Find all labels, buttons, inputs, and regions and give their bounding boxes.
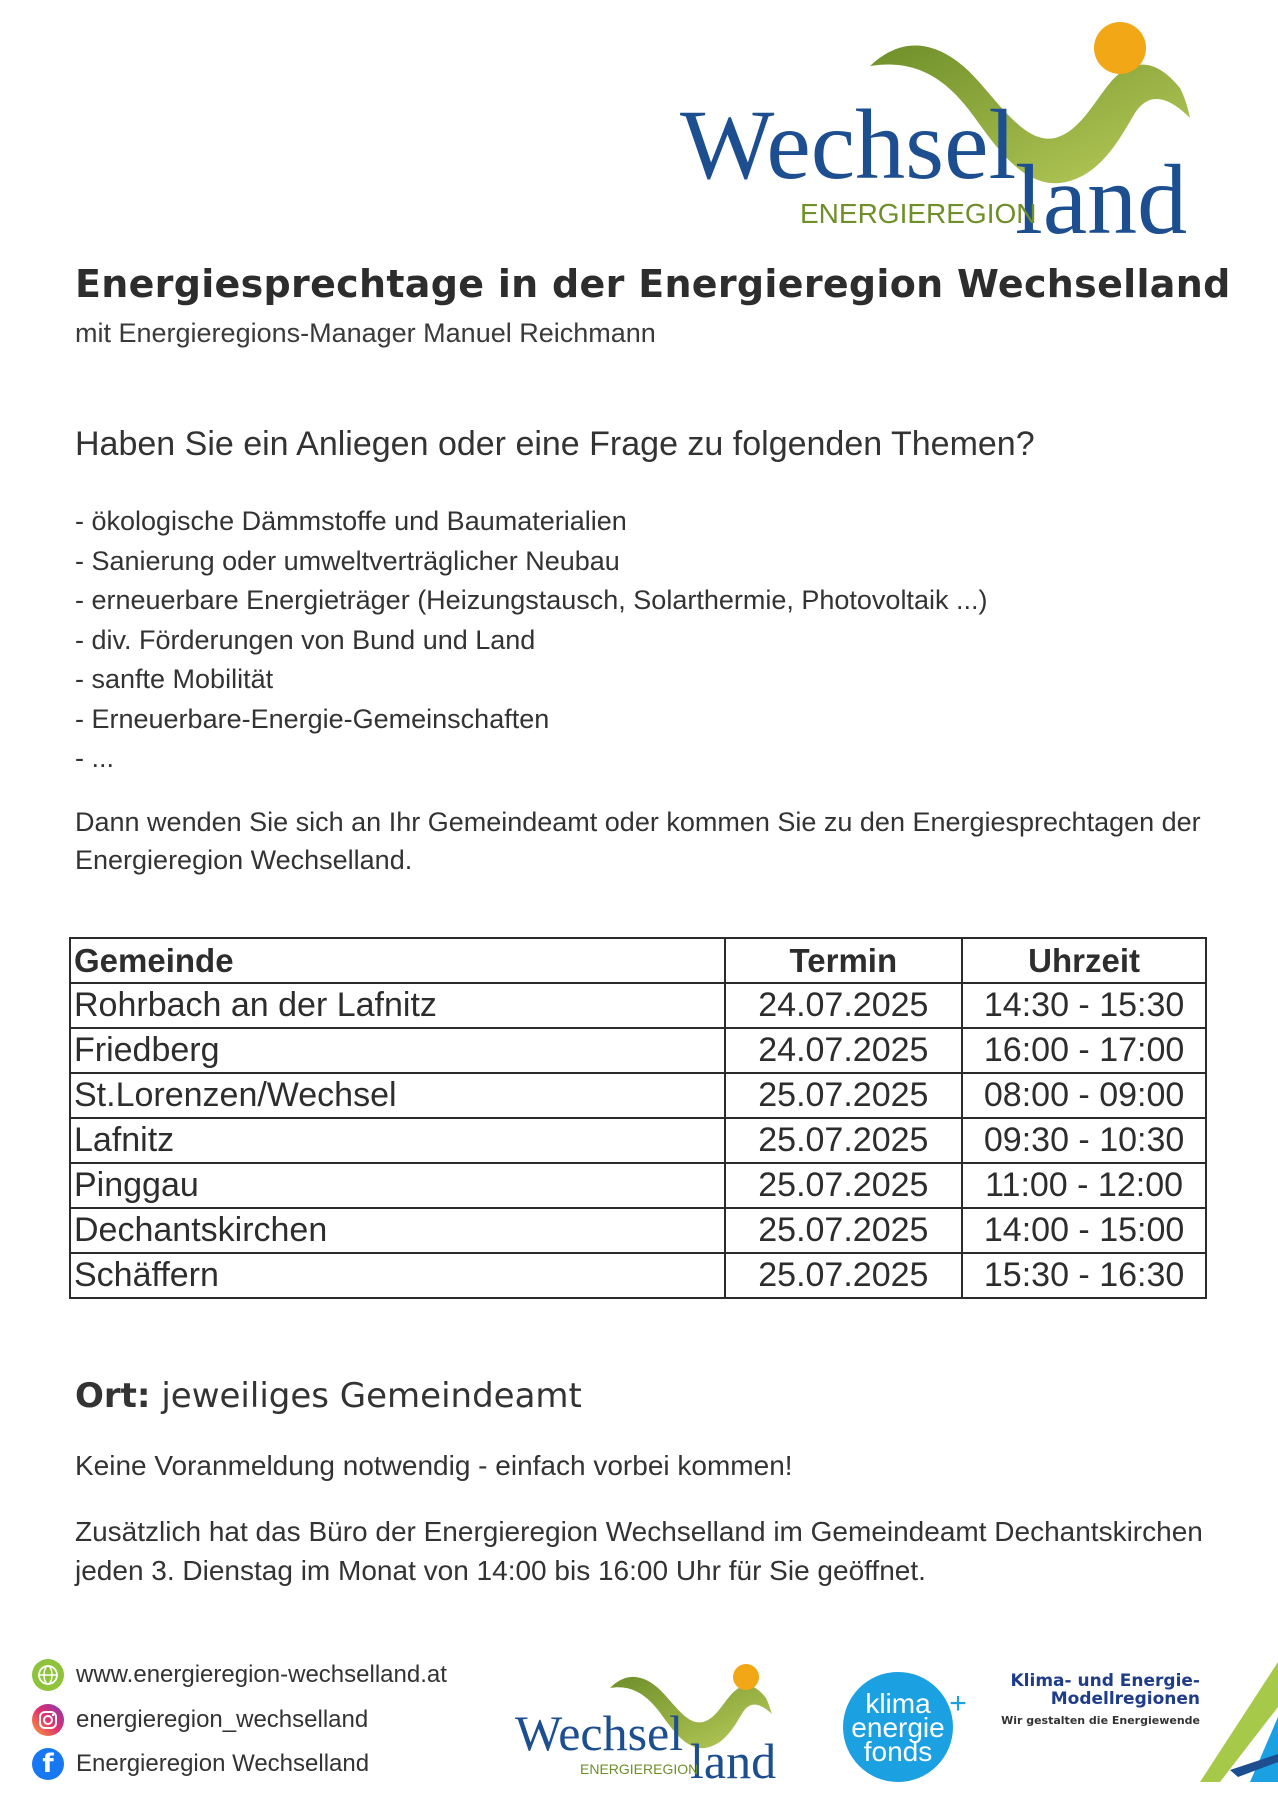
- instagram-link[interactable]: [32, 1702, 368, 1738]
- kem-line2: Modellregionen: [1050, 1689, 1200, 1709]
- klima-energie-fonds-logo: [840, 1665, 975, 1785]
- sun-icon: [733, 1664, 759, 1690]
- table-row: [70, 1163, 1206, 1208]
- page-subtitle: mit Energieregions-Manager Manuel Reichmann: [75, 318, 656, 348]
- cell-termin: 25.07.2025: [725, 1208, 963, 1253]
- column-header-termin: Termin: [725, 938, 963, 983]
- table-row: [70, 1028, 1206, 1073]
- fonds-line2: energie: [851, 1712, 945, 1743]
- list-item: - div. Förderungen von Bund und Land: [75, 624, 536, 655]
- cell-gemeinde: St.Lorenzen/Wechsel: [70, 1073, 725, 1118]
- cell-uhrzeit: 15:30 - 16:30: [962, 1253, 1206, 1298]
- cell-termin: 24.07.2025: [725, 1028, 963, 1073]
- cell-termin: 25.07.2025: [725, 1073, 963, 1118]
- wechselland-logo: [680, 18, 1250, 243]
- cell-gemeinde: Dechantskirchen: [70, 1208, 725, 1253]
- location-label: Ort:: [75, 1376, 151, 1416]
- column-header-gemeinde: Gemeinde: [70, 938, 725, 983]
- cell-gemeinde: Lafnitz: [70, 1118, 725, 1163]
- corner-stripes-decoration: [1200, 1662, 1278, 1782]
- list-item: - ökologische Dämmstoffe und Baumaterialien: [75, 506, 627, 536]
- logo-wordmark: Wechsel: [515, 1705, 684, 1761]
- cell-uhrzeit: 16:00 - 17:00: [962, 1028, 1206, 1073]
- cell-termin: 25.07.2025: [725, 1253, 963, 1298]
- cell-gemeinde: Pinggau: [70, 1163, 725, 1208]
- wechselland-logo-small: [510, 1660, 815, 1785]
- fonds-line3: fonds: [863, 1736, 933, 1767]
- table-row: [70, 1253, 1206, 1298]
- topics-list: [75, 502, 987, 779]
- kem-logo: [1000, 1672, 1200, 1727]
- logo-wordmark-tail: land: [1015, 144, 1188, 243]
- list-item: - sanfte Mobilität: [75, 664, 274, 694]
- office-hours-paragraph: Zusätzlich hat das Büro der Energieregion Wechselland im Gemeindeamt Dechantskirchen jeden 3. Dienstag im Monat von 14:00 bis 16:00 Uhr für Sie geöffnet.: [75, 1516, 1203, 1586]
- globe-icon: [32, 1659, 64, 1691]
- list-item: - ...: [75, 743, 114, 773]
- cell-gemeinde: Friedberg: [70, 1028, 725, 1073]
- kem-line1: Klima- und Energie-: [1010, 1671, 1200, 1691]
- website-text: www.energieregion-wechselland.at: [76, 1661, 447, 1688]
- website-link[interactable]: [32, 1657, 447, 1693]
- table-row: [70, 1118, 1206, 1163]
- cell-uhrzeit: 14:00 - 15:00: [962, 1208, 1206, 1253]
- logo-subtitle: ENERGIEREGION: [800, 198, 1037, 229]
- location-line: [75, 1376, 582, 1416]
- cell-termin: 25.07.2025: [725, 1118, 963, 1163]
- cell-gemeinde: Schäffern: [70, 1253, 725, 1298]
- column-header-uhrzeit: Uhrzeit: [962, 938, 1206, 983]
- fonds-line1: klima: [865, 1688, 931, 1719]
- instagram-icon: [32, 1704, 64, 1736]
- cell-gemeinde: Rohrbach an der Lafnitz: [70, 983, 725, 1028]
- list-item: - Sanierung oder umweltverträglicher Neubau: [75, 545, 620, 576]
- logo-wordmark-tail: land: [690, 1733, 777, 1785]
- table-row: [70, 983, 1206, 1028]
- intro-paragraph: Dann wenden Sie sich an Ihr Gemeindeamt oder kommen Sie zu den Energiesprechtagen der Energieregion Wechselland.: [75, 807, 1201, 875]
- table-row: [70, 1073, 1206, 1118]
- list-item: - erneuerbare Energieträger (Heizungstausch, Solarthermie, Photovoltaik ...): [75, 585, 988, 615]
- cell-uhrzeit: 11:00 - 12:00: [962, 1163, 1206, 1208]
- cell-termin: 25.07.2025: [725, 1163, 963, 1208]
- page-title: Energiesprechtage in der Energieregion Wechselland: [75, 262, 1231, 306]
- no-registration-note: Keine Voranmeldung notwendig - einfach vorbei kommen!: [75, 1450, 793, 1481]
- cell-uhrzeit: 14:30 - 15:30: [962, 983, 1206, 1028]
- logo-subtitle: ENERGIEREGION: [580, 1761, 699, 1777]
- table-header-row: [70, 938, 1206, 983]
- fonds-plus: +: [949, 1687, 967, 1720]
- list-item: - Erneuerbare-Energie-Gemeinschaften: [75, 703, 550, 734]
- logo-wordmark: Wechsel: [680, 89, 1017, 200]
- kem-tagline: Wir gestalten die Energiewende: [1001, 1714, 1200, 1727]
- location-value: jeweiliges Gemeindeamt: [150, 1376, 582, 1416]
- cell-uhrzeit: 09:30 - 10:30: [962, 1118, 1206, 1163]
- table-row: [70, 1208, 1206, 1253]
- schedule-table: [69, 937, 1207, 1299]
- facebook-link[interactable]: [32, 1746, 369, 1782]
- facebook-text: Energieregion Wechselland: [76, 1750, 370, 1777]
- facebook-icon: f: [32, 1748, 64, 1780]
- cell-termin: 24.07.2025: [725, 983, 963, 1028]
- instagram-text: energieregion_wechselland: [76, 1706, 369, 1733]
- cell-uhrzeit: 08:00 - 09:00: [962, 1073, 1206, 1118]
- sun-icon: [1094, 22, 1146, 74]
- topics-question: Haben Sie ein Anliegen oder eine Frage zu folgenden Themen?: [75, 425, 1035, 463]
